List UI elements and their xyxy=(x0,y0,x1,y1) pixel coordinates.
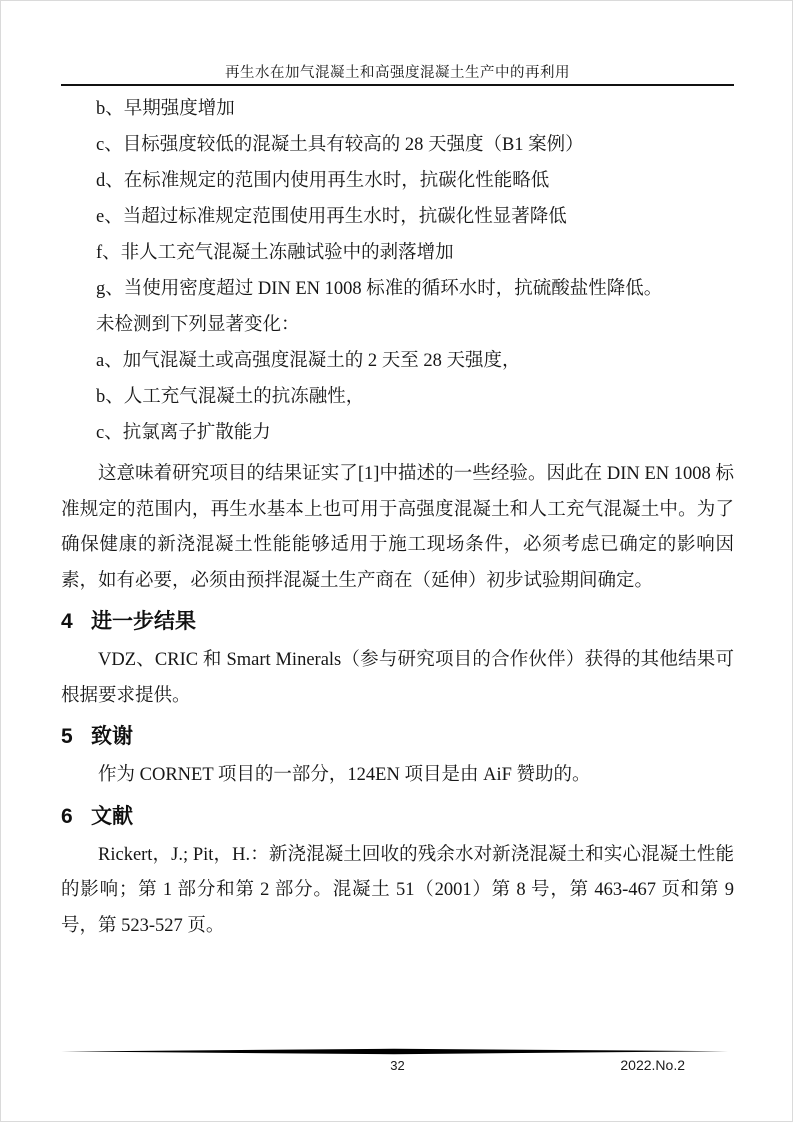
section-paragraph-acknowledgements: 作为 CORNET 项目的一部分，124EN 项目是由 AiF 赞助的。 xyxy=(98,765,591,785)
section-heading-acknowledgements xyxy=(61,722,734,752)
list-item-observed-g: g、当使用密度超过 DIN EN 1008 标准的循环水时，抗硫酸盐性降低。 xyxy=(96,279,663,299)
not-detected-heading: 未检测到下列显著变化： xyxy=(96,315,300,335)
running-head-title: 再生水在加气混凝土和高强度混凝土生产中的再利用 xyxy=(225,65,570,81)
summary-paragraph: 这意味着研究项目的结果证实了[1]中描述的一些经验。因此在 DIN EN 1008 标准规定的范围内，再生水基本上也可用于高强度混凝土和人工充气混凝土中。为了确保健康的新浇混凝土性能能够适用于施工现场条件，必须考虑已确定的影响因素，如有必要，必须由预拌混凝土生产商在（延伸）初步试验期间确定。 xyxy=(61,464,734,591)
list-item-observed-d: d、在标准规定的范围内使用再生水时，抗碳化性能略低 xyxy=(96,171,550,191)
page-content xyxy=(61,91,734,944)
footer-tapered-rule xyxy=(61,1048,728,1055)
header-rule xyxy=(61,84,734,86)
list-item-observed-c: c、目标强度较低的混凝土具有较高的 28 天强度（B1 案例） xyxy=(96,135,584,155)
list-item-notdetected-a: a、加气混凝土或高强度混凝土的 2 天至 28 天强度， xyxy=(96,351,521,371)
list-item-notdetected-c: c、抗氯离子扩散能力 xyxy=(96,423,271,443)
section-number: 6 xyxy=(61,804,73,828)
section-paragraph-further-results: VDZ、CRIC 和 Smart Minerals（参与研究项目的合作伙伴）获得的其他结果可根据要求提供。 xyxy=(61,650,734,706)
list-item-observed-b: b、早期强度增加 xyxy=(96,99,235,119)
section-number: 4 xyxy=(61,610,73,633)
issue-label: 2022.No.2 xyxy=(620,1057,685,1073)
section-paragraph-references: Rickert，J.; Pit，H.：新浇混凝土回收的残余水对新浇混凝土和实心混凝土性能的影响；第 1 部分和第 2 部分。混凝土 51（2001）第 8 号，第 463-467 页和第 9 号，第 523-527 页。 xyxy=(61,844,734,936)
list-item-notdetected-b: b、人工充气混凝土的抗冻融性， xyxy=(96,387,365,407)
section-title: 致谢 xyxy=(91,725,133,748)
section-title: 进一步结果 xyxy=(91,610,196,633)
list-item-observed-e: e、当超过标准规定范围使用再生水时，抗碳化性显著降低 xyxy=(96,207,567,227)
section-number: 5 xyxy=(61,725,73,748)
list-item-observed-f: f、非人工充气混凝土冻融试验中的剥落增加 xyxy=(96,243,454,263)
page-number: 32 xyxy=(390,1058,405,1073)
section-title: 文献 xyxy=(91,804,133,828)
section-heading-references xyxy=(61,802,734,832)
section-heading-further-results xyxy=(61,607,734,637)
